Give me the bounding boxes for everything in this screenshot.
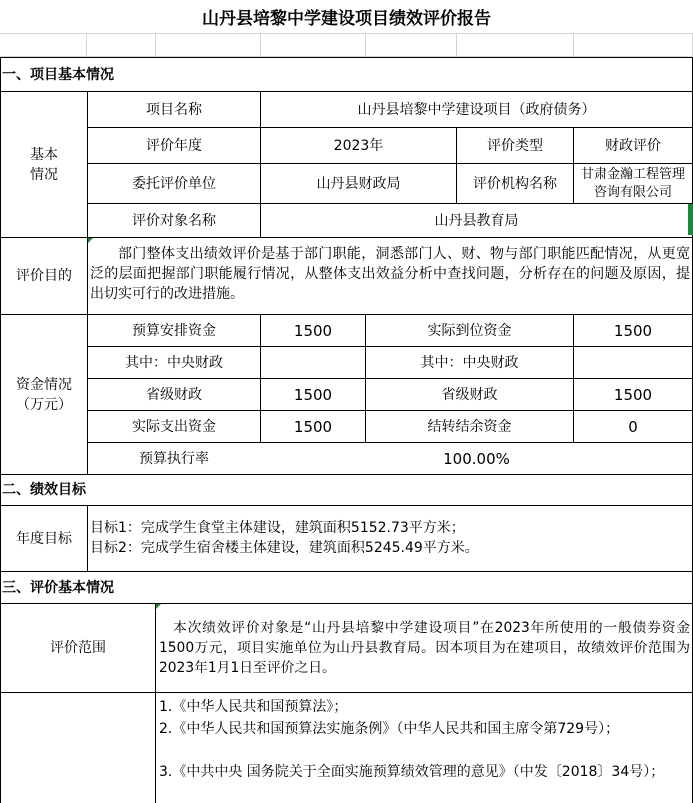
basis-item-1: 1.《中华人民共和国预算法》； <box>159 699 348 715</box>
agency-value: 甘肃金瀚工程管理咨询有限公司 <box>580 166 685 200</box>
actual-value: 1500 <box>613 321 653 340</box>
central-value-left <box>261 347 365 378</box>
central-label-right: 其中：中央财政 <box>420 354 519 371</box>
gridline <box>456 33 457 57</box>
carryover-value: 0 <box>628 417 638 436</box>
scope-label: 评价范围 <box>50 640 106 656</box>
eval-type-value: 财政评价 <box>605 137 661 154</box>
spent-value: 1500 <box>293 417 333 436</box>
gridline <box>86 33 87 57</box>
client-label: 委托评价单位 <box>132 175 216 192</box>
section3-heading: 三、评价基本情况 <box>2 579 114 596</box>
purpose-label: 评价目的 <box>16 268 72 284</box>
exec-rate-label: 预算执行率 <box>139 450 209 467</box>
budget-value: 1500 <box>293 321 333 340</box>
gridline <box>0 33 693 34</box>
province-value-left: 1500 <box>293 385 333 404</box>
exec-rate-value: 100.00% <box>443 449 510 468</box>
basic-info-label: 基本 情况 <box>30 146 58 183</box>
cell-marker <box>88 238 93 243</box>
basis-item-2: 2.《中华人民共和国预算法实施条例》（中华人民共和国主席令第729号）； <box>159 721 620 737</box>
purpose-text: 部门整体支出绩效评价是基于部门职能，洞悉部门人、财、物与部门职能匹配情况，从更宽泛的层面把握部门职能履行情况，从整体支出效益分析中查找问题，分析存在的问题及原因，提出切实可行的改进措施。 <box>90 246 690 302</box>
province-label-right: 省级财政 <box>441 386 498 403</box>
province-value-right: 1500 <box>613 385 653 404</box>
funds-label: 资金情况 （万元） <box>16 376 72 413</box>
eval-type-label: 评价类型 <box>487 137 543 154</box>
spent-label: 实际支出资金 <box>132 418 216 435</box>
actual-label: 实际到位资金 <box>427 322 512 339</box>
basis-item-3: 3.《中共中央 国务院关于全面实施预算绩效管理的意见》（中发〔2018〕34号）； <box>159 764 665 780</box>
section1-heading: 一、项目基本情况 <box>2 66 114 83</box>
section2-heading: 二、绩效目标 <box>2 482 86 498</box>
object-label: 评价对象名称 <box>132 212 216 229</box>
project-name-value: 山丹县培黎中学建设项目（政府债务） <box>357 101 596 118</box>
central-label-left: 其中：中央财政 <box>125 354 223 371</box>
gridline <box>573 33 574 57</box>
carryover-label: 结转结余资金 <box>427 418 512 435</box>
goal-2: 目标2：完成学生宿舍楼主体建设，建筑面积5245.49平方米。 <box>90 540 479 556</box>
object-value: 山丹县教育局 <box>434 212 519 229</box>
goal-1: 目标1：完成学生食堂主体建设，建筑面积5152.73平方米； <box>90 520 465 536</box>
gridline <box>155 33 156 57</box>
cell-marker <box>156 604 161 609</box>
project-name-label: 项目名称 <box>146 101 202 118</box>
agency-label: 评价机构名称 <box>473 175 557 192</box>
gridline <box>260 33 261 57</box>
annual-goal-label: 年度目标 <box>16 530 72 547</box>
central-value-right <box>574 347 692 378</box>
budget-label: 预算安排资金 <box>132 322 216 339</box>
eval-year-value: 2023年 <box>333 137 384 154</box>
eval-year-label: 评价年度 <box>146 137 202 154</box>
client-value: 山丹县财政局 <box>316 175 401 192</box>
report-title: 山丹县培黎中学建设项目绩效评价报告 <box>202 9 491 29</box>
scope-text: 本次绩效评价对象是“山丹县培黎中学建设项目”在2023年所使用的一般债券资金1500万元，项目实施单位为山丹县教育局。因本项目为在建项目，故绩效评价范围为2023年1月1日至评价之日。 <box>159 620 690 676</box>
province-label-left: 省级财政 <box>146 386 202 403</box>
cell-marker <box>688 204 693 235</box>
gridline <box>365 33 366 57</box>
